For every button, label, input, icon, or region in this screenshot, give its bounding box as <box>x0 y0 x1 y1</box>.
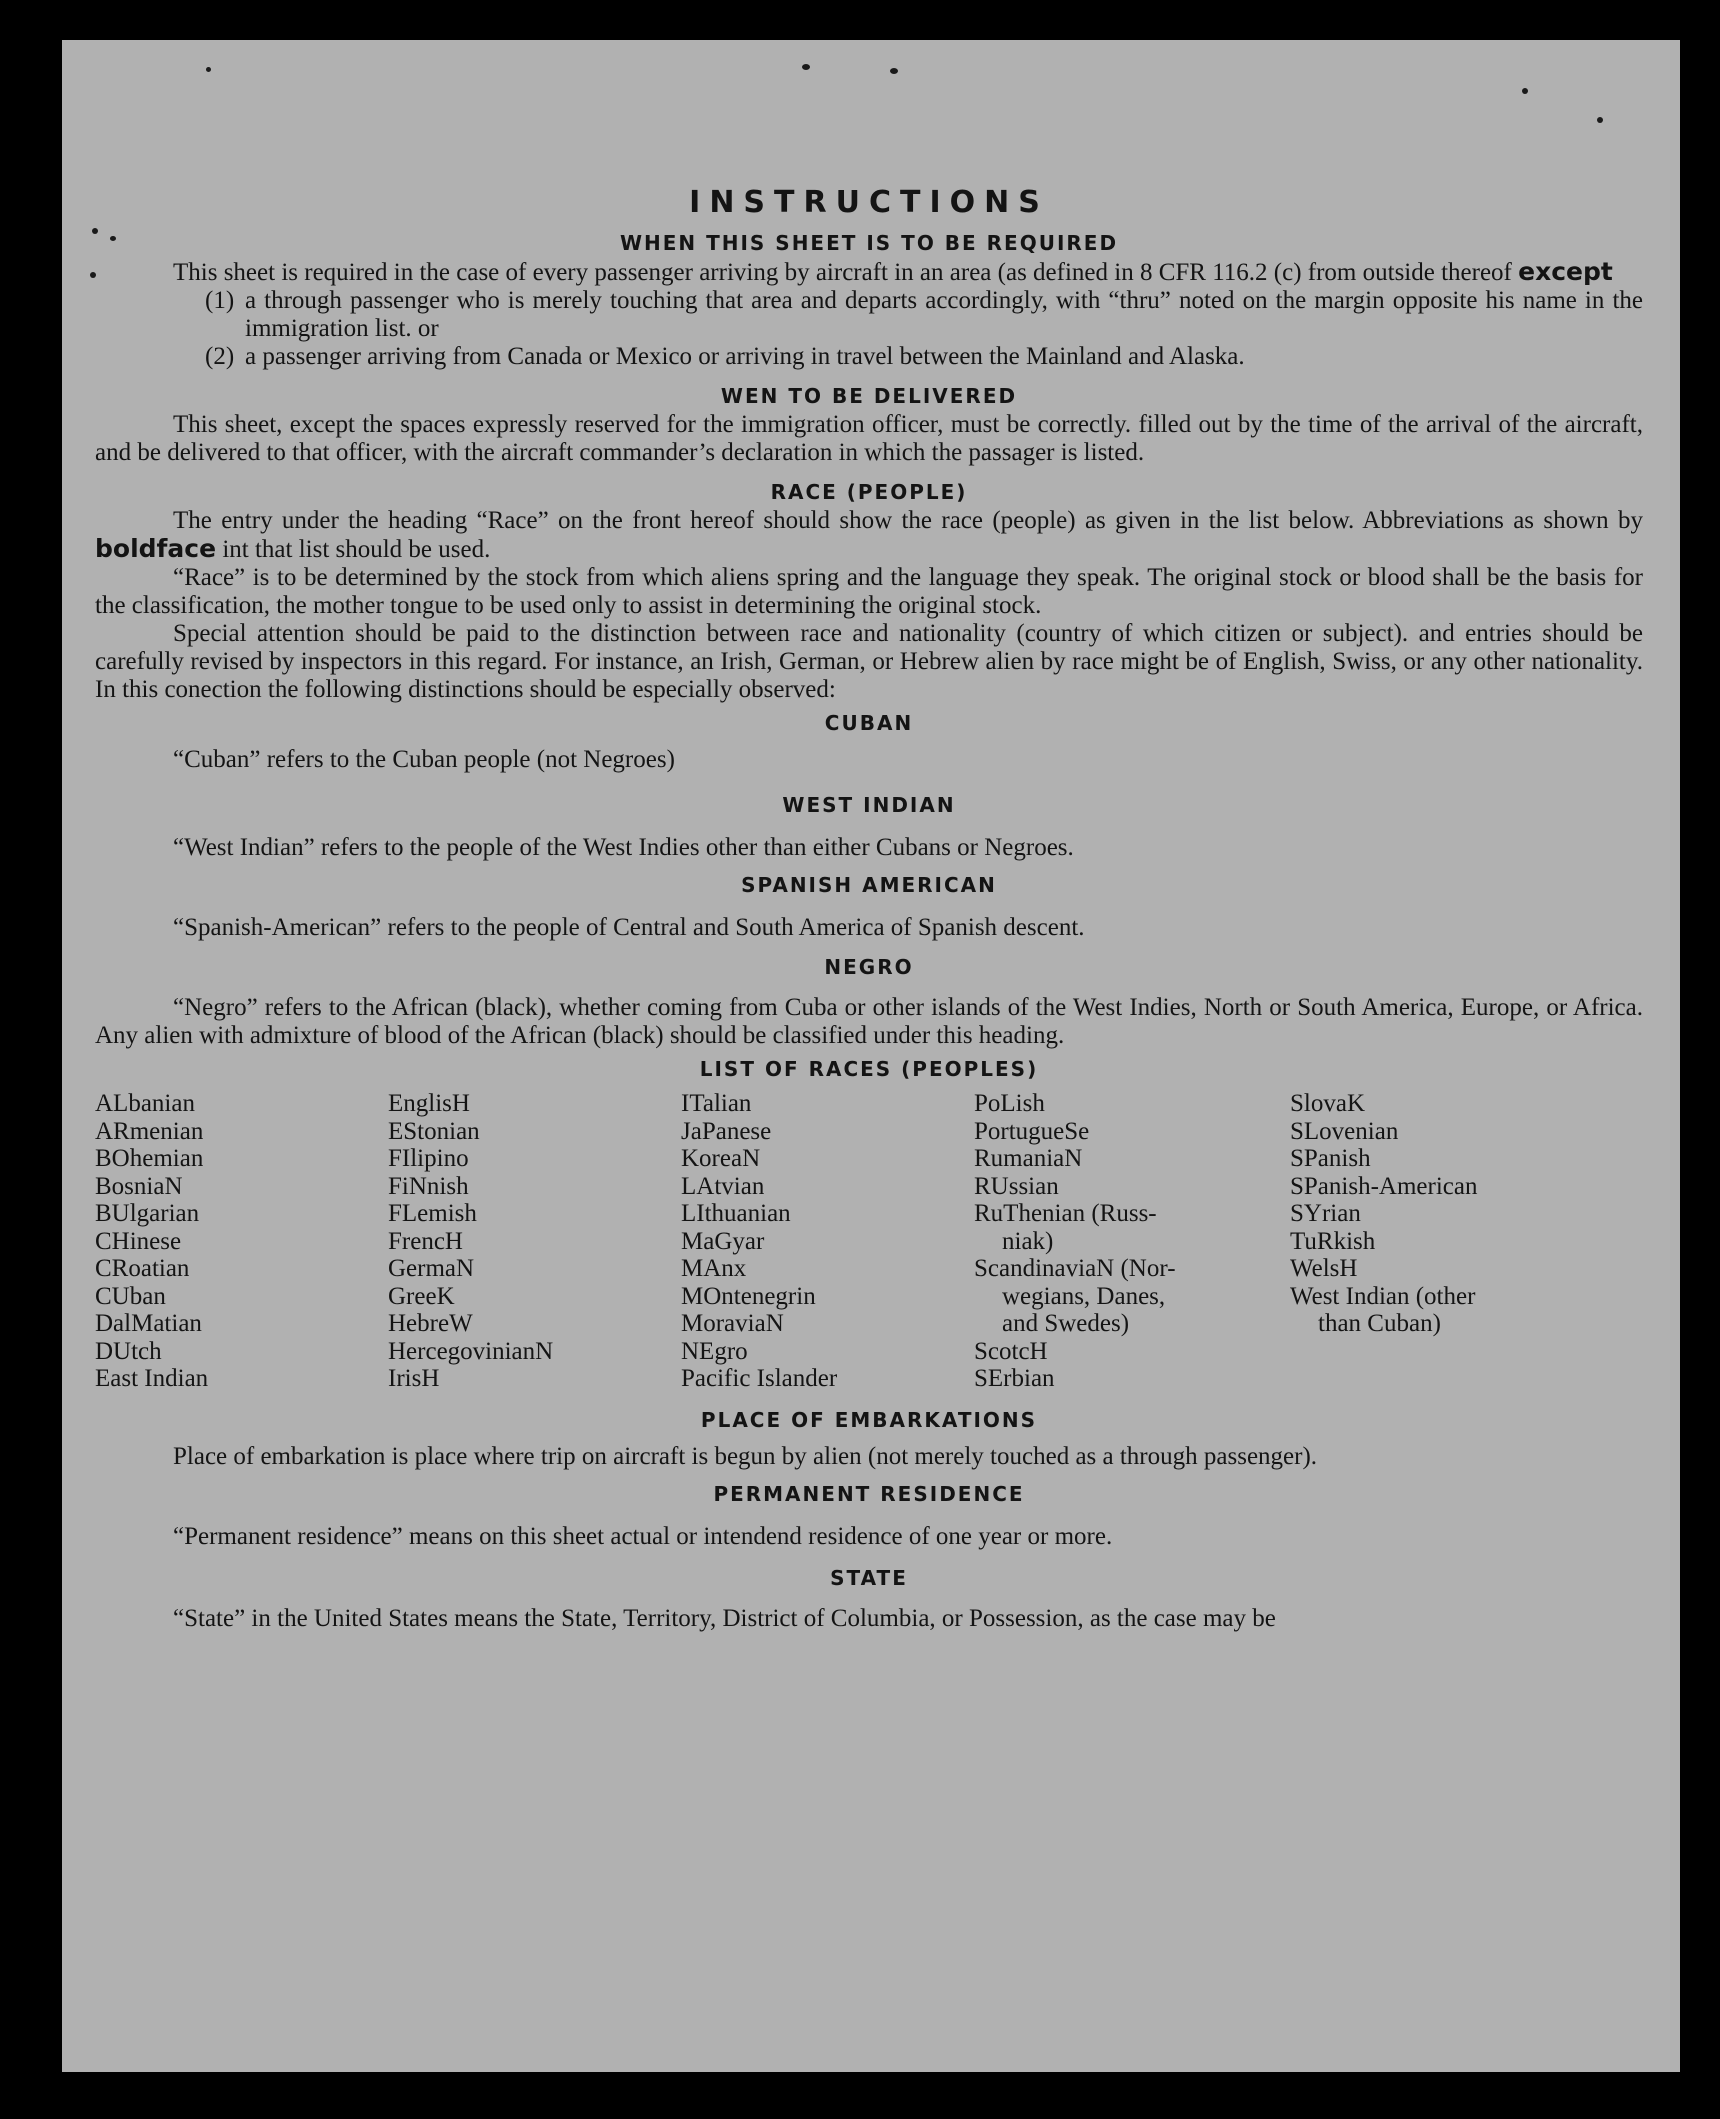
heading-state: STATE <box>830 1565 908 1590</box>
list-item: West Indian (other <box>1290 1282 1476 1310</box>
list-item: PortugueSe <box>974 1117 1090 1145</box>
when-required-paragraph <box>95 258 1643 287</box>
list-item: SErbian <box>974 1365 1055 1392</box>
heading-cuban: CUBAN <box>824 711 914 735</box>
list-item: SPanish <box>1290 1145 1371 1172</box>
list-item: SLovenian <box>1290 1117 1399 1145</box>
races-column-2 <box>388 1090 681 1393</box>
list-item: FIlipino <box>388 1145 469 1172</box>
negro-paragraph: “Negro” refers to the African (black), whether coming from Cuba or other islands of the West Indies, North or South America, Europe, or Africa. Any alien with admixture of blood of the African (black) should be classified under this heading. <box>95 994 1643 1049</box>
speck-mark <box>802 64 810 70</box>
races-list <box>95 1090 1643 1393</box>
list-item: ScotcH <box>974 1337 1048 1365</box>
item-text: a passenger arriving from Canada or Mexico or arriving in travel between the Mainland and Alaska. <box>245 343 1245 370</box>
item-number: (1) <box>205 287 235 314</box>
list-item: BosniaN <box>95 1172 183 1200</box>
residence-paragraph: “Permanent residence” means on this sheet actual or intendend residence of one year or more. <box>173 1522 1113 1550</box>
heading-permanent-residence: PERMANENT RESIDENCE <box>713 1481 1025 1506</box>
list-item: HebreW <box>388 1310 473 1337</box>
list-item: TuRkish <box>1290 1227 1376 1255</box>
document-page <box>62 40 1680 2072</box>
except-bold: except <box>1518 257 1613 286</box>
list-item: NEgro <box>681 1337 748 1365</box>
list-item: ALbanian <box>95 1090 195 1117</box>
list-item: ARmenian <box>95 1117 204 1145</box>
heading-embarkation: PLACE OF EMBARKATIONS <box>700 1407 1038 1432</box>
list-item: SYrian <box>1290 1200 1361 1227</box>
races-column-3 <box>681 1090 974 1393</box>
race-paragraph-3: Special attention should be paid to the distinction between race and nationality (country of which citizen or subject). and entries should be carefully revised by inspectors in this regard. For instance, an Irish, German, or Hebrew alien by race might be of English, Swiss, or any other nationality. In this conection the following distinctions should be especially observed: <box>95 620 1643 703</box>
speck-mark <box>890 68 898 74</box>
page-title: INSTRUCTIONS <box>689 185 1049 220</box>
list-item: RUssian <box>974 1172 1059 1200</box>
instructions-content <box>95 184 1643 1633</box>
when-required-text: This sheet is required in the case of every passenger arriving by aircraft in an area (as defined in 8 CFR 116.2 (c) from outside thereof <box>173 259 1512 286</box>
list-item: EnglisH <box>388 1090 470 1117</box>
list-item: CHinese <box>95 1227 182 1255</box>
list-item: GermaN <box>388 1255 475 1282</box>
list-item: BOhemian <box>95 1145 204 1172</box>
heading-when-required: WHEN THIS SHEET IS TO BE REQUIRED <box>619 231 1119 255</box>
list-item: CUban <box>95 1282 166 1310</box>
list-item: WelsH <box>1290 1255 1358 1282</box>
spanish-american-paragraph: “Spanish-American” refers to the people of Central and South America of Spanish descent. <box>173 914 1085 941</box>
list-item: HercegovinianN <box>388 1337 554 1365</box>
race-text: The entry under the heading “Race” on the front hereof should show the race (people) as given in the list below. Abbreviations as shown by <box>173 507 1643 534</box>
list-item: SlovaK <box>1290 1090 1365 1117</box>
west-indian-paragraph: “West Indian” refers to the people of the West Indies other than either Cubans or Negroes. <box>173 834 1074 861</box>
list-item: SPanish-American <box>1290 1172 1478 1200</box>
list-item: niak) <box>1002 1227 1054 1255</box>
heading-list-of-races: LIST OF RACES (PEOPLES) <box>699 1057 1039 1081</box>
list-item: RumaniaN <box>974 1145 1083 1172</box>
speck-mark <box>1597 117 1603 123</box>
list-item: FrencH <box>388 1227 463 1255</box>
heading-delivered: WEN TO BE DELIVERED <box>720 384 1018 408</box>
heading-spanish-american: SPANISH AMERICAN <box>741 873 997 897</box>
list-item: MAnx <box>681 1255 747 1282</box>
list-item: East Indian <box>95 1365 209 1392</box>
list-item: JaPanese <box>681 1117 772 1145</box>
list-item: BUlgarian <box>95 1200 200 1227</box>
cuban-paragraph: “Cuban” refers to the Cuban people (not Negroes) <box>173 746 675 773</box>
delivered-paragraph: This sheet, except the spaces expressly reserved for the immigration officer, must be correctly. filled out by the time of the arrival of the aircraft, and be delivered to that officer, with the aircraft commander’s declaration in which the passager is listed. <box>95 411 1643 466</box>
item-number: (2) <box>205 343 235 370</box>
list-item: FLemish <box>388 1200 477 1227</box>
list-item: MoraviaN <box>681 1310 784 1337</box>
list-item <box>205 343 1643 371</box>
list-item: FiNnish <box>388 1172 469 1200</box>
heading-west-indian: WEST INDIAN <box>782 793 956 817</box>
list-item: GreeK <box>388 1282 455 1310</box>
list-item: CRoatian <box>95 1255 190 1282</box>
list-item: ScandinaviaN (Nor- <box>974 1255 1176 1282</box>
list-item: MOntenegrin <box>681 1282 816 1310</box>
speck-mark <box>206 67 211 72</box>
races-column-4 <box>974 1090 1290 1393</box>
races-column-1 <box>95 1090 388 1393</box>
race-text: int that list should be used. <box>222 536 491 563</box>
race-paragraph-1 <box>95 507 1643 564</box>
list-item: PoLish <box>974 1090 1045 1117</box>
list-item: ITalian <box>681 1090 752 1117</box>
list-item: LAtvian <box>681 1172 765 1200</box>
boldface-bold: boldface <box>95 534 217 563</box>
race-paragraph-2: “Race” is to be determined by the stock from which aliens spring and the language they speak. The original stock or blood shall be the basis for the classification, the mother tongue to be used only to assist in determining the original stock. <box>95 564 1643 619</box>
list-item: wegians, Danes, <box>1002 1282 1166 1310</box>
list-item: IrisH <box>388 1365 440 1392</box>
list-item: RuThenian (Russ- <box>974 1200 1157 1227</box>
speck-mark <box>1522 88 1528 94</box>
list-item: DUtch <box>95 1337 162 1365</box>
exception-list <box>95 287 1643 371</box>
list-item: EStonian <box>388 1117 480 1145</box>
list-item: DalMatian <box>95 1310 202 1337</box>
list-item: and Swedes) <box>1002 1310 1130 1337</box>
races-column-5 <box>1290 1090 1590 1393</box>
list-item: MaGyar <box>681 1227 765 1255</box>
list-item: than Cuban) <box>1318 1310 1441 1337</box>
list-item: KoreaN <box>681 1145 761 1172</box>
list-item: LIthuanian <box>681 1200 791 1227</box>
list-item: Pacific Islander <box>681 1365 838 1392</box>
state-paragraph: “State” in the United States means the State, Territory, District of Columbia, or Possession, as the case may be <box>173 1604 1276 1632</box>
embarkation-paragraph: Place of embarkation is place where trip on aircraft is begun by alien (not merely touched as a through passenger). <box>173 1442 1318 1470</box>
list-item <box>205 287 1643 343</box>
heading-race: RACE (PEOPLE) <box>770 480 968 504</box>
item-text: a through passenger who is merely touching that area and departs accordingly, with “thru” noted on the margin opposite his name in the immigration list. or <box>245 287 1643 342</box>
heading-negro: NEGRO <box>824 955 914 979</box>
